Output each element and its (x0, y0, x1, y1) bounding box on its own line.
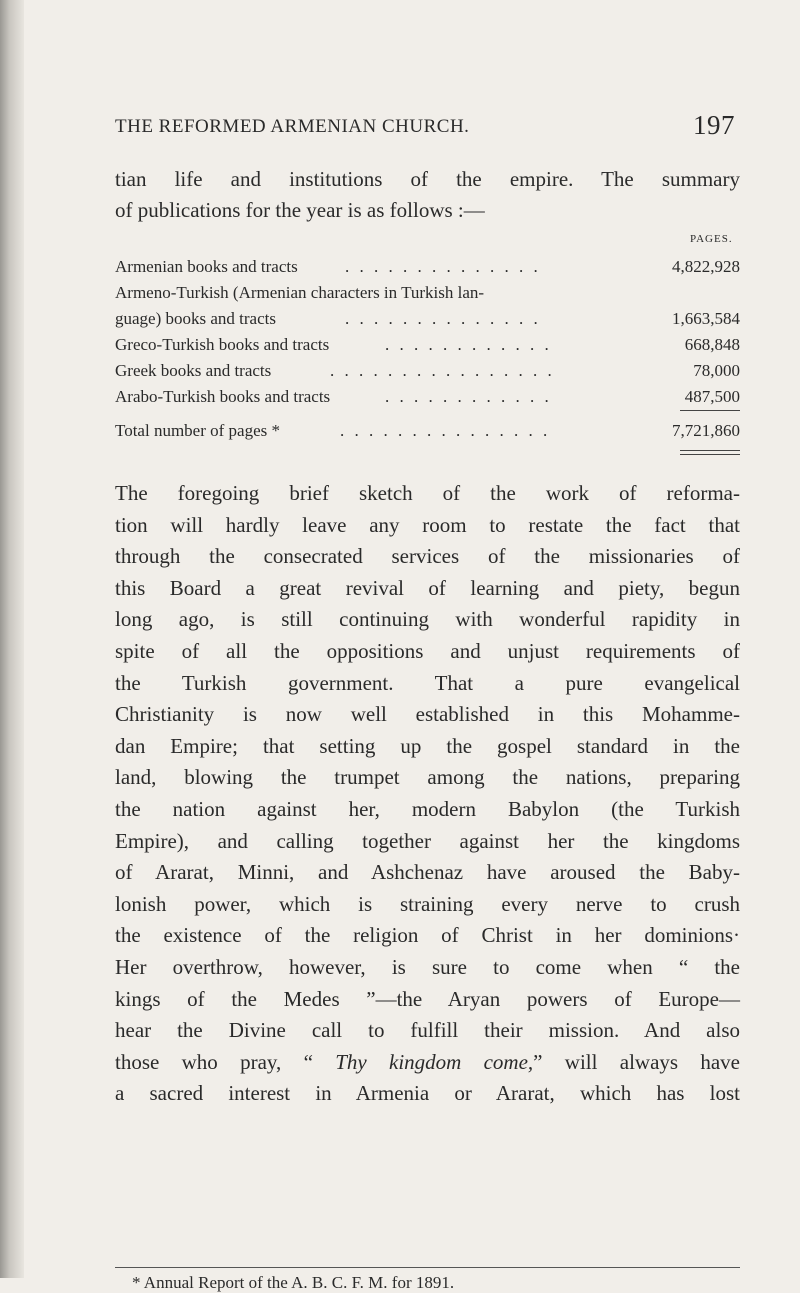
italic-phrase: Thy kingdom come, (335, 1049, 534, 1074)
body-line: long ago, is still continuing with wonderful rapidity in (115, 607, 740, 632)
row-value: 487,500 (684, 387, 740, 406)
table-row (115, 358, 740, 384)
row-label: Greco-Turkish books and tracts (115, 335, 330, 354)
body-line (115, 1047, 740, 1079)
row-label: Greek books and tracts (115, 361, 272, 380)
leader-dots: . . . . . . . . . . . . (385, 335, 552, 354)
table-row (115, 254, 740, 280)
total-row (115, 418, 740, 444)
row-label: Armeno-Turkish (Armenian characters in Turkish lan- (115, 283, 485, 302)
publications-table (115, 254, 740, 440)
leader-dots: . . . . . . . . . . . . . . . . (330, 361, 555, 380)
body-line: lonish power, which is straining every nerve to crush (115, 891, 740, 916)
row-label: Arabo-Turkish books and tracts (115, 387, 331, 406)
body-line: dan Empire; that setting up the gospel standard in the (115, 733, 740, 758)
total-label: Total number of pages * (115, 421, 280, 440)
row-value: 668,848 (684, 335, 740, 354)
row-label: guage) books and tracts (115, 309, 276, 328)
table-row (115, 332, 740, 358)
body-line: kings of the Medes ”—the Aryan powers of Europe— (115, 986, 740, 1011)
footnote: * Annual Report of the A. B. C. F. M. for 1891. (132, 1273, 455, 1292)
running-title: THE REFORMED ARMENIAN CHURCH. (115, 116, 470, 137)
body-line: land, blowing the trumpet among the nations, preparing (115, 765, 740, 790)
body-line: tion will hardly leave any room to restate the fact that (115, 512, 740, 537)
body-line: Her overthrow, however, is sure to come when “ the (115, 954, 740, 979)
line-end: ” will always have (533, 1049, 740, 1074)
row-value: 4,822,928 (672, 257, 740, 276)
pages-column-header: PAGES. (690, 233, 733, 245)
row-label: Armenian books and tracts (115, 257, 298, 276)
body-line: the Turkish government. That a pure evangelical (115, 670, 740, 695)
total-double-rule (680, 450, 740, 455)
table-row (115, 306, 740, 332)
body-paragraph (115, 478, 740, 1110)
leader-dots: . . . . . . . . . . . . . . (345, 309, 541, 328)
body-line: the existence of the religion of Christ in her dominions· (115, 923, 740, 948)
leader-dots: . . . . . . . . . . . . . . . (340, 421, 551, 440)
page-edge-shadow (0, 0, 24, 1278)
body-line: spite of all the oppositions and unjust requirements of (115, 638, 740, 663)
body-line: Christianity is now well established in this Mohamme- (115, 702, 740, 727)
total-value: 7,721,860 (672, 421, 740, 440)
row-value: 1,663,584 (672, 309, 740, 328)
table-row (115, 280, 740, 306)
body-line: The foregoing brief sketch of the work of reforma- (115, 481, 740, 505)
body-line: hear the Divine call to fulfill their mission. And also (115, 1018, 740, 1043)
body-line: this Board a great revival of learning and piety, begun (115, 575, 740, 600)
leader-dots: . . . . . . . . . . . . (385, 387, 552, 406)
intro-line: of publications for the year is as follows :— (115, 198, 485, 222)
footnote-rule (115, 1267, 740, 1268)
leader-dots: . . . . . . . . . . . . . . (345, 257, 541, 276)
page-number: 197 (693, 110, 735, 140)
table-row (115, 384, 740, 410)
intro-paragraph (115, 164, 740, 226)
body-line: Empire), and calling together against her the kingdoms (115, 828, 740, 853)
body-line: a sacred interest in Armenia or Ararat, which has lost (115, 1081, 740, 1106)
sum-rule (680, 410, 740, 411)
intro-line: tian life and institutions of the empire. The summary (115, 167, 740, 191)
body-line: through the consecrated services of the missionaries of (115, 544, 740, 569)
body-line: of Ararat, Minni, and Ashchenaz have aroused the Baby- (115, 860, 740, 885)
row-value: 78,000 (693, 361, 740, 380)
line-start: those who pray, “ (115, 1049, 336, 1074)
body-line: the nation against her, modern Babylon (the Turkish (115, 796, 740, 821)
